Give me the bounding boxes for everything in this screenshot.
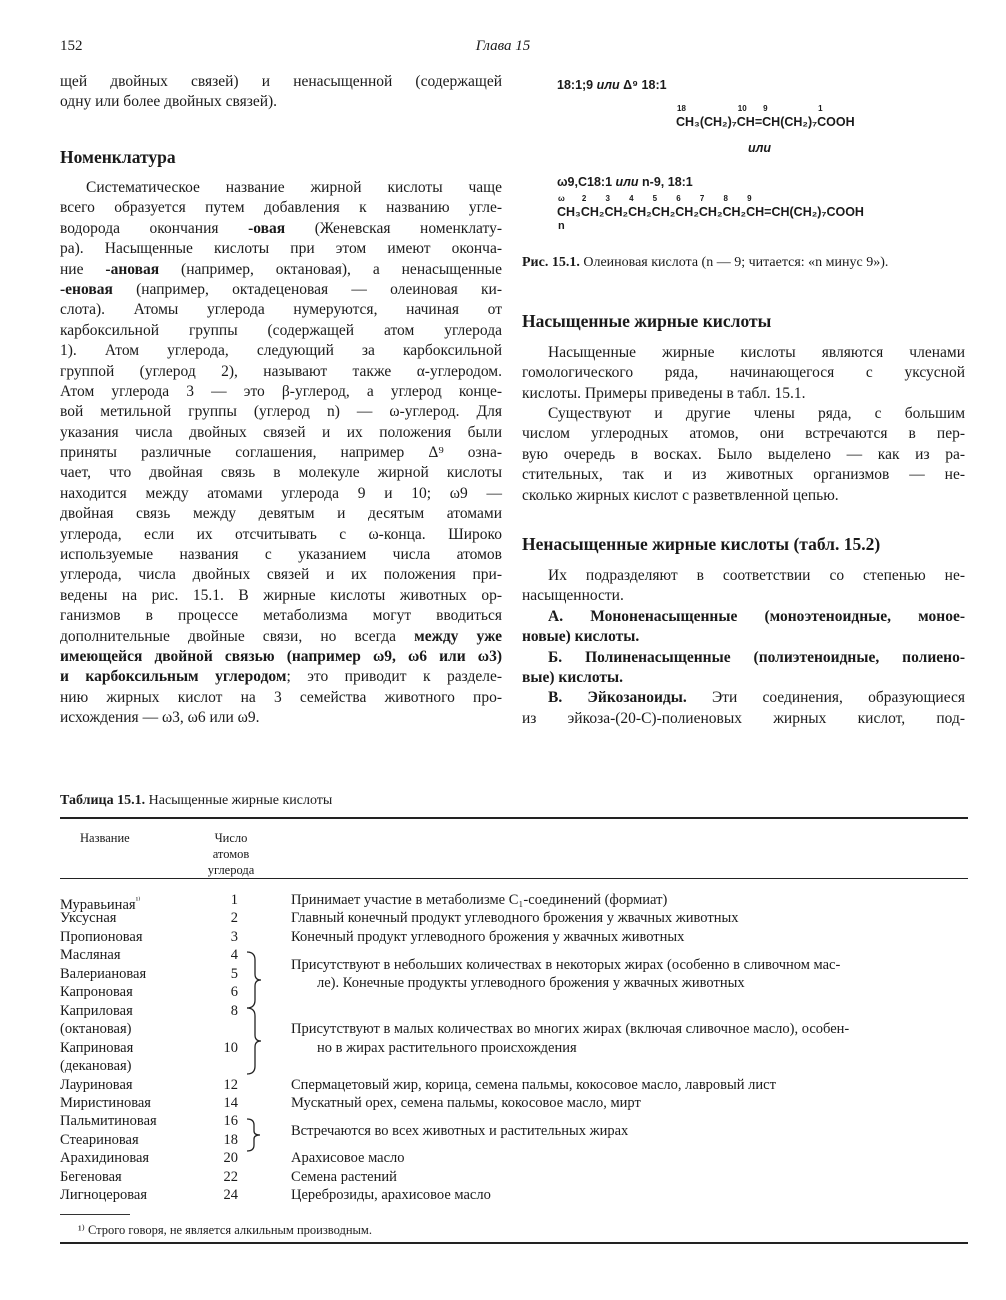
carbon-count: 12	[223, 1076, 238, 1093]
acid-name	[60, 928, 143, 947]
acid-description	[291, 1149, 967, 1168]
text: чает, что двойная связь в молекуле жирной кислоты	[60, 464, 502, 482]
text: числом углеродных атомов, они встречаются в пер-	[522, 425, 965, 443]
text-line	[60, 525, 502, 545]
carbon-count: 2	[230, 910, 238, 927]
acid-description	[291, 956, 967, 993]
formula-text: CH(CH₂)₇	[762, 115, 818, 129]
text-line	[522, 363, 965, 383]
text-line	[60, 463, 502, 483]
text: сколько жирных кислот с разветвленной цепью.	[522, 486, 839, 504]
text: вую очередь в восках. Было выделено — как из ра-	[522, 445, 965, 463]
text-line	[522, 445, 965, 465]
text-line	[60, 545, 502, 565]
text-line	[522, 688, 965, 708]
nomenclature-paragraph	[60, 178, 502, 729]
formula-group	[817, 104, 855, 129]
brace-icon	[243, 950, 265, 1010]
acid-name-text: Пальмитиновая	[60, 1113, 157, 1130]
text-line	[522, 486, 965, 506]
text-line	[522, 404, 965, 424]
text-line	[60, 402, 502, 422]
footnote-rule	[60, 1214, 130, 1215]
carbon-count: 20	[223, 1150, 238, 1167]
text-line	[522, 607, 965, 627]
caption-text: Олеиновая кислота (n — 9; читается: «n минус 9»).	[583, 255, 889, 270]
text-line	[60, 382, 502, 402]
text: карбоксильной группы (содержащей атом углерода	[60, 321, 502, 339]
carbon-number: 7	[699, 194, 705, 203]
formula-text: CH₂	[722, 205, 747, 219]
carbon-count: 18	[223, 1131, 238, 1148]
text: используемые названия с указанием числа атомов	[60, 546, 502, 564]
formula-group	[604, 194, 628, 219]
carbon-number: 9	[747, 194, 752, 203]
left-intro	[60, 72, 502, 113]
acid-name	[60, 965, 146, 984]
acid-name	[60, 1149, 149, 1168]
text-line	[522, 627, 965, 647]
text-line	[60, 341, 502, 361]
carbon-number: 2	[581, 194, 587, 203]
text-line	[60, 92, 502, 112]
text: группой (углерод 2), называют также α-углеродом.	[60, 362, 502, 380]
text-line	[60, 362, 502, 382]
text-line	[522, 648, 965, 668]
description-line: Присутствуют в небольших количествах в некоторых жирах (особенно в сливочном мас-	[291, 956, 841, 973]
text-line	[522, 668, 965, 688]
text-line	[60, 280, 502, 300]
saturated-paragraph-2	[522, 404, 965, 506]
figure-caption	[522, 255, 888, 271]
text: 1). Атом углерода, следующий за карбоксильной	[60, 342, 502, 360]
text: кислоты. Примеры приведены в табл. 15.1.	[522, 384, 806, 402]
text-line	[60, 647, 502, 667]
text: (Женевская номенклату-	[285, 219, 503, 237]
text: одну или более двойных связей).	[60, 93, 278, 111]
formula-text: CH=	[746, 205, 772, 219]
carbon-count: 4	[230, 947, 238, 964]
formula-text: CH₃(CH₂)₇	[676, 115, 737, 129]
description-line: ле). Конечные продукты углеводного брожения у жвачных животных	[317, 975, 745, 992]
text-line	[60, 504, 502, 524]
acid-name-text: Бегеновая	[60, 1168, 122, 1185]
formula-group	[557, 194, 581, 232]
text: стительных, так и из животных организмов — не-	[522, 466, 965, 484]
brace-icon	[243, 1006, 265, 1076]
page-number: 152	[60, 38, 83, 54]
or-word: или	[615, 175, 639, 189]
bold-text: -ановая	[105, 260, 160, 278]
formula-text: CH₂	[698, 205, 723, 219]
formula-text: CH₂	[580, 205, 605, 219]
heading-saturated: Насыщенные жирные кислоты	[522, 311, 772, 331]
text-line	[60, 484, 502, 504]
acid-name-text: Лигноцеровая	[60, 1187, 148, 1204]
text: гомологического ряда, начинающегося с уксусной	[522, 364, 965, 382]
text: нию жирных кислот на 3 семейства животного про-	[60, 688, 502, 706]
acid-name	[60, 983, 133, 1002]
text-line	[60, 443, 502, 463]
text: ра). Насыщенные кислоты при этом имеют оконча-	[60, 240, 502, 258]
acid-name-text: Валериановая	[60, 965, 147, 982]
text: Насыщенные жирные кислоты являются членами	[548, 344, 965, 361]
description-line: Конечный продукт углеводного брожения у жвачных животных	[291, 928, 685, 945]
brace-icon	[243, 1117, 265, 1153]
text: насыщенности.	[522, 587, 624, 605]
bold-text: -еновая	[60, 280, 113, 298]
bold-text: и карбоксильным углеродом	[60, 668, 287, 686]
carbon-count: 5	[230, 965, 238, 982]
acid-description	[291, 1094, 967, 1113]
figure-label-2	[557, 175, 693, 189]
acid-description	[291, 909, 967, 928]
carbon-number: 6	[676, 194, 681, 203]
carbon-number: 9	[763, 104, 768, 113]
text: (например, октановая), а ненасыщенные	[159, 260, 502, 278]
carbon-number: 4	[629, 194, 634, 203]
table-label: Таблица 15.1.	[60, 793, 146, 808]
acid-name-text: Арахидиновая	[60, 1150, 150, 1167]
carbon-count: 3	[230, 928, 238, 945]
text-line	[522, 424, 965, 444]
description-line: Цереброзиды, арахисовое масло	[291, 1187, 491, 1204]
acid-description	[291, 1122, 967, 1141]
acid-description	[291, 1168, 967, 1187]
formula-group	[737, 104, 762, 129]
text-line	[60, 321, 502, 341]
acid-name-text: Капроновая	[60, 984, 133, 1001]
footnote	[78, 1222, 372, 1238]
text-line	[60, 627, 502, 647]
header-line: углерода	[207, 863, 255, 877]
text: водорода окончания	[60, 219, 249, 237]
carbon-count: 6	[230, 984, 238, 1001]
formula-group	[675, 194, 699, 219]
or-word: или	[596, 78, 620, 92]
formula-text: COOH	[817, 115, 855, 129]
caption-label: Рис. 15.1.	[522, 255, 580, 270]
text: Систематическое название жирной кислоты чаще	[86, 179, 502, 196]
text: Эти соединения, образующиеся	[686, 689, 965, 707]
text: дополнительные двойные связи, но всегда	[60, 627, 415, 645]
formula-text: CH₂	[651, 205, 676, 219]
acid-name-text: Масляная	[60, 947, 121, 964]
text-line	[60, 423, 502, 443]
formula-text: CH₂	[675, 205, 699, 219]
formula-text: CH₂	[628, 205, 652, 219]
formula-text: CH₃	[557, 205, 581, 219]
table-header-rule	[60, 878, 968, 879]
bold-text: имеющейся двойной связью (например ω9, ω6 или ω3)	[60, 647, 502, 665]
acid-name-text: (октановая)	[60, 1021, 132, 1038]
text: из эйкоза-(20-С)-полиеновых жирных кислот, под-	[522, 709, 965, 727]
description-line: Главный конечный продукт углеводного брожения у жвачных животных	[291, 910, 739, 927]
text-line	[60, 260, 502, 280]
carbon-number: 18	[677, 104, 686, 113]
header-line: Число	[214, 831, 248, 845]
saturated-paragraph-1	[522, 343, 965, 404]
acid-name	[60, 1057, 132, 1076]
formula-group	[628, 194, 652, 219]
acid-name	[60, 1168, 122, 1187]
description-line: Семена растений	[291, 1168, 397, 1185]
acid-name	[60, 909, 116, 928]
text-line	[60, 198, 502, 218]
bold-text: вые) кислоты.	[522, 668, 623, 686]
figure-label-1	[557, 78, 667, 92]
footnote-text: Строго говоря, не является алкильным производным.	[87, 1223, 372, 1237]
table-top-rule	[60, 817, 968, 819]
acid-name-text: Муравьиная	[60, 896, 136, 913]
notation-1b: Δ⁹ 18:1	[623, 78, 667, 92]
carbon-count: 10	[223, 1039, 238, 1056]
text-line	[60, 667, 502, 687]
text-line	[60, 239, 502, 259]
acid-name	[60, 1186, 147, 1205]
description-line: Мускатный орех, семена пальмы, кокосовое масло, мирт	[291, 1094, 641, 1111]
text: ведены на рис. 15.1. В жирные кислоты животных ор-	[60, 586, 502, 604]
acid-name	[60, 1076, 133, 1095]
acid-name-text: Каприловая	[60, 1002, 133, 1019]
text: двойная связь между девятым и десятым атомами	[60, 505, 502, 523]
text: Их подразделяют в соответствии со степенью не-	[548, 567, 965, 584]
text: всего образуется путем добавления к названию угле-	[60, 199, 502, 217]
acid-description	[291, 1020, 967, 1057]
description-line: Спермацетовый жир, корица, семена пальмы, кокосовое масло, лавровый лист	[291, 1076, 776, 1093]
formula-1	[676, 104, 855, 129]
text-line	[60, 565, 502, 585]
table-title	[60, 793, 332, 809]
acid-name	[60, 1131, 139, 1150]
formula-text: CH(CH₂)₇COOH	[771, 205, 864, 219]
carbon-count: 8	[230, 1002, 238, 1019]
acid-name	[60, 1020, 131, 1039]
text: углерода, если их отсчитывать с ω-конца. Широко	[60, 525, 502, 543]
header-line: атомов	[212, 847, 250, 861]
formula-2	[557, 194, 864, 232]
text: Существуют и другие члены ряда, с большим	[548, 405, 965, 422]
text-line	[60, 178, 502, 198]
formula-group	[652, 194, 676, 219]
carbon-count: 14	[223, 1094, 238, 1111]
text: углерода, числа двойных связей и их положения при-	[60, 566, 502, 584]
acid-name-text: Пропионовая	[60, 928, 143, 945]
formula-group	[771, 194, 864, 219]
running-header-chapter: Глава 15	[475, 38, 531, 54]
acid-name-text: Каприновая	[60, 1039, 134, 1056]
carbon-number: ω	[558, 194, 565, 203]
acid-name-text: Стеариновая	[60, 1131, 139, 1148]
formula-group	[762, 104, 817, 129]
heading-unsaturated: Ненасыщенные жирные кислоты (табл. 15.2)	[522, 534, 881, 554]
text-line	[60, 300, 502, 320]
text-line	[522, 384, 965, 404]
text-line	[60, 708, 502, 728]
acid-name-text: Миристиновая	[60, 1094, 151, 1111]
bold-text: Б. Полиненасыщенные (полиэтеноидные, полиено-	[548, 648, 965, 666]
text: ; это приводит к разделе-	[286, 668, 502, 686]
acid-name-text: Уксусная	[60, 910, 117, 927]
carbon-number: 3	[605, 194, 610, 203]
text-line	[60, 219, 502, 239]
carbon-label-below: n	[558, 220, 565, 232]
text: приняты различные соглашения, например Δ⁹ озна-	[60, 444, 502, 462]
carbon-count: 1	[230, 892, 238, 908]
table-title-text: Насыщенные жирные кислоты	[148, 793, 333, 808]
text: слота). Атомы углерода нумеруются, начиная от	[60, 301, 502, 319]
acid-name	[60, 1094, 151, 1113]
footnote-mark: ¹⁾	[78, 1223, 85, 1237]
formula-text: CH₂	[604, 205, 629, 219]
text: щей двойных связей) и ненасыщенной (содержащей	[60, 73, 502, 90]
description-line: Присутствуют в малых количествах во многих жирах (включая сливочное масло), особен-	[291, 1021, 850, 1038]
text-line	[522, 343, 965, 363]
acid-name-text: Лауриновая	[60, 1076, 133, 1093]
text-line	[60, 72, 502, 92]
text: исхождения — ω3, ω6 или ω9.	[60, 709, 260, 727]
notation-1: 18:1;9	[557, 78, 594, 92]
text: ние	[60, 260, 106, 278]
text: Атом углерода 3 — это β-углерод, а углерод конце-	[60, 382, 502, 400]
header-carbon-atoms	[196, 830, 266, 878]
formula-text: CH=	[736, 115, 763, 129]
header-name: Название	[80, 831, 130, 845]
footnote-ref: ¹⁾	[135, 895, 141, 905]
acid-name	[60, 946, 121, 965]
text: указания числа двойных связей и их положения были	[60, 423, 502, 441]
acid-name	[60, 1112, 157, 1131]
acid-description	[291, 928, 967, 947]
description-line: Встречаются во всех животных и растительных жирах	[291, 1122, 629, 1139]
formula-group	[746, 194, 771, 219]
description-line: Принимает участие в метаболизме C₁-соединений (формиат)	[291, 892, 668, 908]
description-line: Арахисовое масло	[291, 1150, 405, 1167]
bold-text: между уже	[414, 627, 502, 645]
text: (например, октадеценовая — олеиновая ки-	[112, 280, 502, 298]
text-line	[522, 709, 965, 729]
formula-group	[676, 104, 737, 129]
text-line	[60, 586, 502, 606]
formula-group	[581, 194, 605, 219]
bold-text: новые) кислоты.	[522, 628, 640, 646]
text: вой метильной группы (углерод n) — ω-углерод. Для	[60, 403, 502, 421]
carbon-count: 16	[223, 1113, 238, 1130]
acid-name	[60, 1039, 133, 1058]
carbon-number: 1	[818, 104, 823, 113]
carbon-number: 5	[652, 194, 658, 203]
carbon-number: 10	[737, 104, 747, 113]
carbon-count: 24	[223, 1187, 238, 1204]
carbon-number: 8	[723, 194, 728, 203]
text-line	[522, 566, 965, 586]
acid-description	[291, 891, 967, 910]
text-line	[522, 465, 965, 485]
notation-2: ω9,C18:1	[557, 175, 613, 189]
formula-group	[699, 194, 723, 219]
text: ганизмов в процессе метаболизма могут вводиться	[60, 607, 502, 625]
bold-text: В. Эйкозаноиды.	[548, 689, 687, 707]
text-line	[60, 688, 502, 708]
formula-group	[723, 194, 747, 219]
text-line	[60, 606, 502, 626]
acid-description	[291, 1076, 967, 1095]
acid-description	[291, 1186, 967, 1205]
acid-name	[60, 1002, 133, 1021]
text-line	[522, 586, 965, 606]
unsaturated-paragraph	[522, 566, 965, 729]
description-line: но в жирах растительного происхождения	[317, 1039, 577, 1056]
or-word-middle: или	[748, 141, 772, 155]
text: находится между атомами углерода 9 и 10; ω9 —	[60, 484, 502, 502]
table-bottom-rule	[60, 1242, 968, 1244]
bold-text: А. Мононенасыщенные (моноэтеноидные, моное-	[548, 607, 965, 625]
notation-2b: n-9, 18:1	[642, 175, 693, 189]
heading-nomenclature: Номенклатура	[60, 147, 176, 167]
carbon-count: 22	[223, 1168, 238, 1185]
acid-name-text: (декановая)	[60, 1058, 132, 1075]
bold-text: -овая	[248, 219, 286, 237]
